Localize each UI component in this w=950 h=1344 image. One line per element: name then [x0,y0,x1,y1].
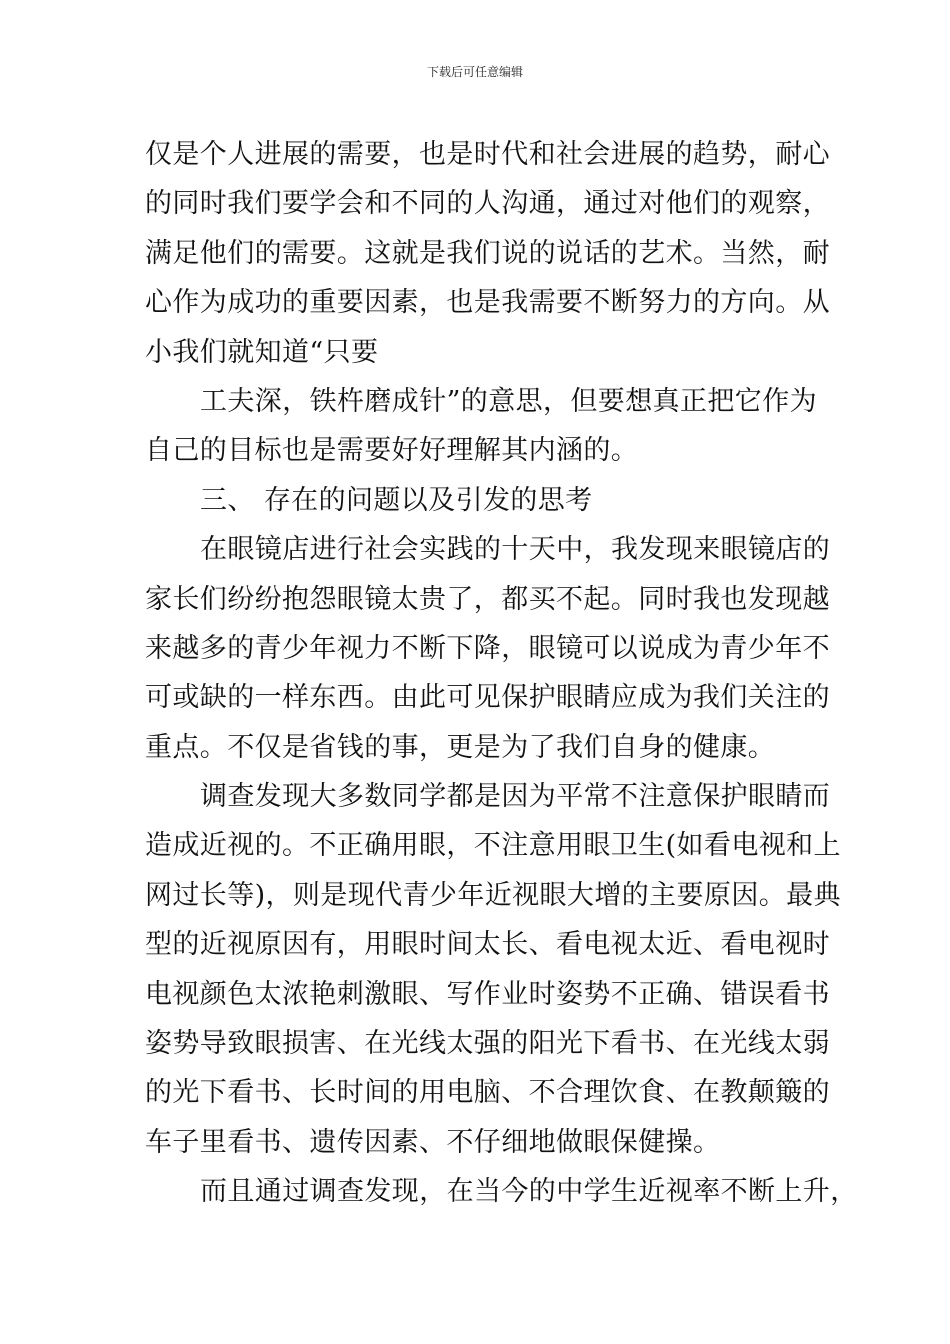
text-line: 仅是个人进展的需要，也是时代和社会进展的趋势，耐心 [145,139,830,170]
text-line: 的同时我们要学会和不同的人沟通，通过对他们的观察， [145,188,830,220]
text-line: 调查发现大多数同学都是因为平常不注意保护眼睛而 [200,781,831,813]
text-line: 来越多的青少年视力不断下降，眼镜可以说成为青少年不 [145,632,830,664]
text-line: 造成近视的。不正确用眼，不注意用眼卫生(如看电视和上 [145,830,841,862]
text-line: 可或缺的一样东西。由此可见保护眼睛应成为我们关注的 [145,682,830,714]
section-heading: 三、 存在的问题以及引发的思考 [200,484,593,516]
text-line: 满足他们的需要。这就是我们说的说话的艺术。当然，耐 [145,237,830,269]
page-header: 下载后可任意编辑 [426,65,523,79]
text-line: 工夫深，铁杵磨成针”的意思，但要想真正把它作为 [200,385,818,417]
text-line: 自己的目标也是需要好好理解其内涵的。 [145,435,639,467]
text-line: 型的近视原因有，用眼时间太长、看电视太近、看电视时 [145,929,830,961]
text-line: 的光下看书、长时间的用电脑、不合理饮食、在教颠簸的 [145,1077,830,1109]
document-body [145,130,858,1217]
text-line: 网过长等)，则是现代青少年近视眼大增的主要原因。最典 [145,879,841,911]
text-line: 电视颜色太浓艳刺激眼、写作业时姿势不正确、错误看书 [145,978,830,1010]
text-line: 姿势导致眼损害、在光线太强的阳光下看书、在光线太弱 [145,1028,830,1060]
text-line: 小我们就知道“只要 [145,336,379,368]
text-line: 车子里看书、遗传因素、不仔细地做眼保健操。 [145,1126,721,1158]
text-line: 在眼镜店进行社会实践的十天中，我发现来眼镜店的 [200,534,831,566]
text-line: 重点。不仅是省钱的事，更是为了我们自身的健康。 [145,731,776,763]
text-line: 而且通过调查发现，在当今的中学生近视率不断上升， [200,1176,858,1208]
text-line: 家长们纷纷抱怨眼镜太贵了，都买不起。同时我也发现越 [145,583,830,615]
text-line: 心作为成功的重要因素，也是我需要不断努力的方向。从 [145,287,830,319]
